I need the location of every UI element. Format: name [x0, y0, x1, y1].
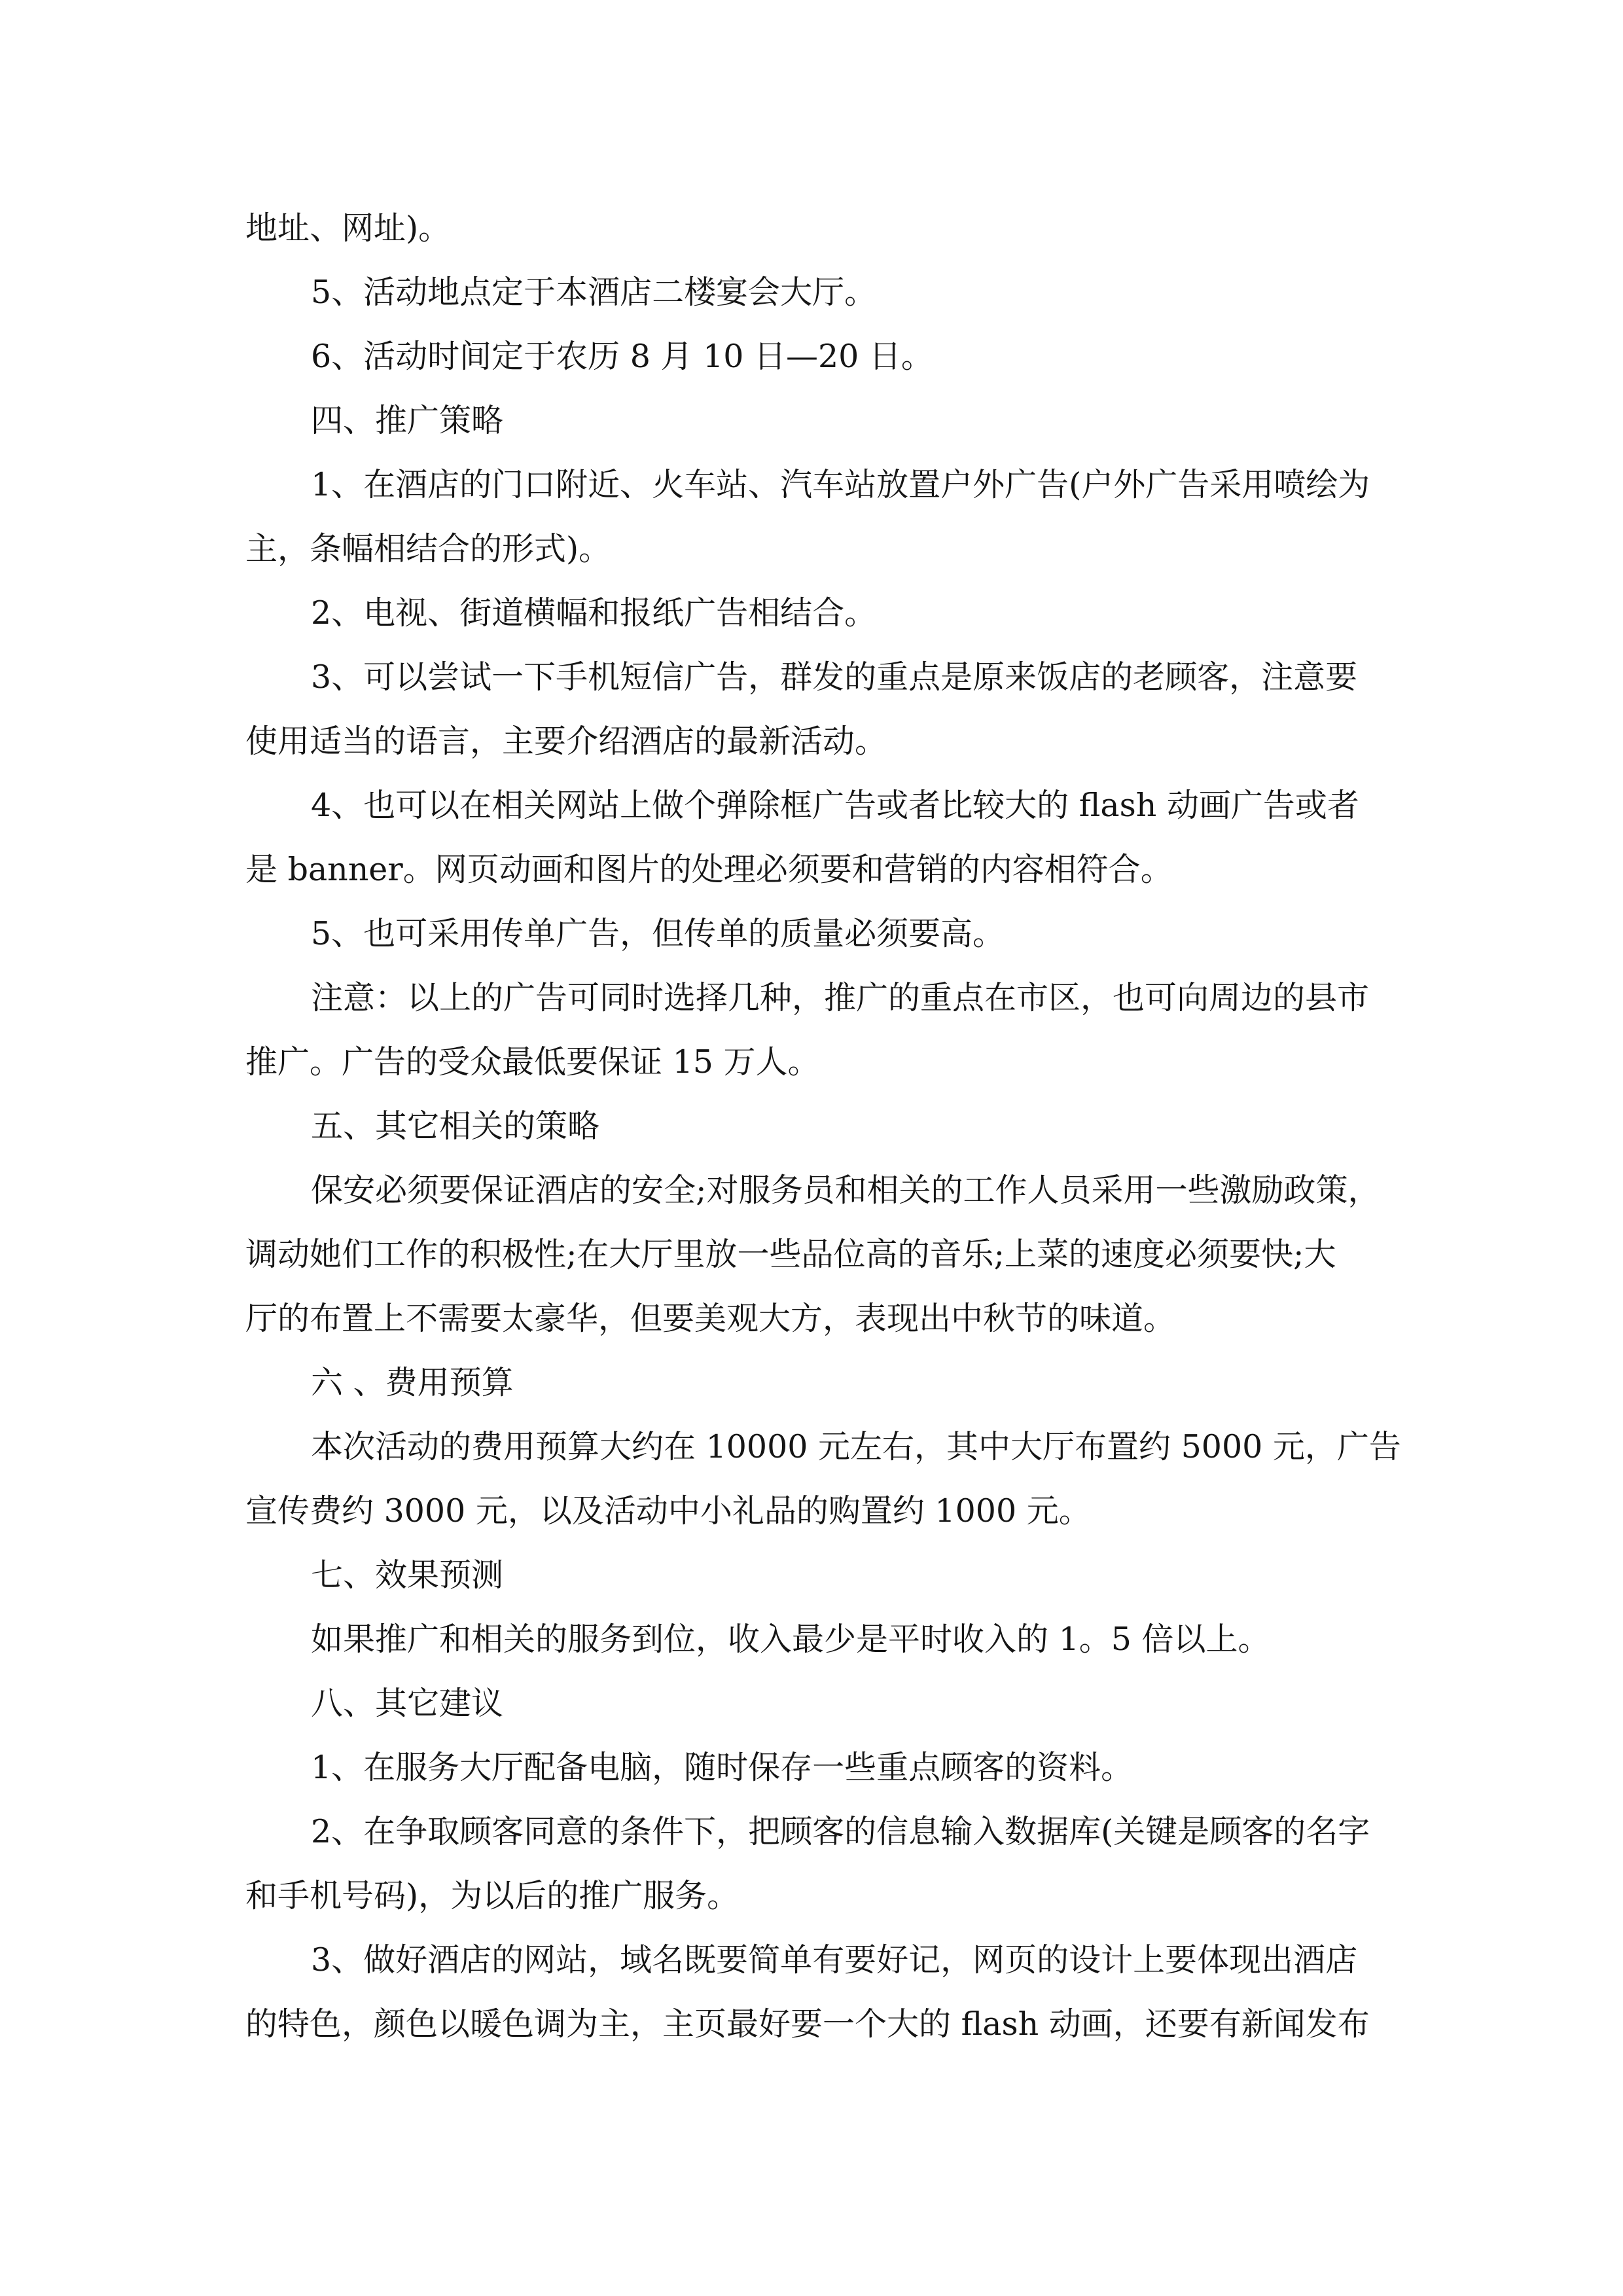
section-heading-promotion-strategy: 四、推广策略 [311, 402, 504, 439]
text-line: 使用适当的语言，主要介绍酒店的最新活动。 [245, 723, 887, 760]
list-item-1-outdoor-ads: 1、在酒店的门口附近、火车站、汽车站放置户外广告(户外广告采用喷绘为 [311, 466, 1370, 503]
section-heading-budget: 六 、费用预算 [311, 1364, 514, 1401]
text-line: 是 banner。网页动画和图片的处理必须要和营销的内容相符合。 [245, 851, 1173, 888]
section-heading-other-strategies: 五、其它相关的策略 [311, 1107, 600, 1145]
paragraph-forecast: 如果推广和相关的服务到位，收入最少是平时收入的 1。5 倍以上。 [311, 1621, 1270, 1658]
document-body [245, 196, 1401, 2056]
text-line: 和手机号码)，为以后的推广服务。 [245, 1877, 740, 1914]
text-line: 主，条幅相结合的形式)。 [245, 530, 611, 567]
text-line: 厅的布置上不需要太豪华，但要美观大方，表现出中秋节的味道。 [245, 1300, 1176, 1337]
paragraph-budget: 本次活动的费用预算大约在 10000 元左右，其中大厅布置约 5000 元，广告 [311, 1428, 1401, 1465]
section-heading-effect-forecast: 七、效果预测 [311, 1556, 504, 1594]
list-item-2-database: 2、在争取顾客同意的条件下，把顾客的信息输入数据库(关键是顾客的名字 [311, 1813, 1370, 1850]
list-item-3-sms-ads: 3、可以尝试一下手机短信广告，群发的重点是原来饭店的老顾客，注意要 [311, 658, 1358, 696]
note-paragraph: 注意：以上的广告可同时选择几种，推广的重点在市区，也可向周边的县市 [311, 979, 1370, 1016]
list-item-6-date: 6、活动时间定于农历 8 月 10 日—20 日。 [311, 338, 933, 375]
list-item-4-web-ads: 4、也可以在相关网站上做个弹除框广告或者比较大的 flash 动画广告或者 [311, 787, 1359, 824]
text-line: 调动她们工作的积极性;在大厅里放一些品位高的音乐;上菜的速度必须要快;大 [245, 1236, 1336, 1273]
list-item-5-flyers: 5、也可采用传单广告，但传单的质量必须要高。 [311, 915, 1005, 952]
text-line: 推广。广告的受众最低要保证 15 万人。 [245, 1043, 820, 1081]
list-item-3-website: 3、做好酒店的网站，域名既要简单有要好记，网页的设计上要体现出酒店 [311, 1941, 1358, 1979]
paragraph-security: 保安必须要保证酒店的安全;对服务员和相关的工作人员采用一些激励政策， [311, 1172, 1380, 1209]
section-heading-other-suggestions: 八、其它建议 [311, 1685, 504, 1722]
text-line: 的特色，颜色以暖色调为主，主页最好要一个大的 flash 动画，还要有新闻发布 [245, 2005, 1370, 2043]
list-item-5-venue: 5、活动地点定于本酒店二楼宴会大厅。 [311, 274, 877, 311]
list-item-1-computer: 1、在服务大厅配备电脑，随时保存一些重点顾客的资料。 [311, 1749, 1133, 1786]
text-line: 地址、网址)。 [245, 209, 451, 247]
list-item-2-tv-ads: 2、电视、街道横幅和报纸广告相结合。 [311, 594, 877, 632]
text-line: 宣传费约 3000 元，以及活动中小礼品的购置约 1000 元。 [245, 1492, 1091, 1530]
